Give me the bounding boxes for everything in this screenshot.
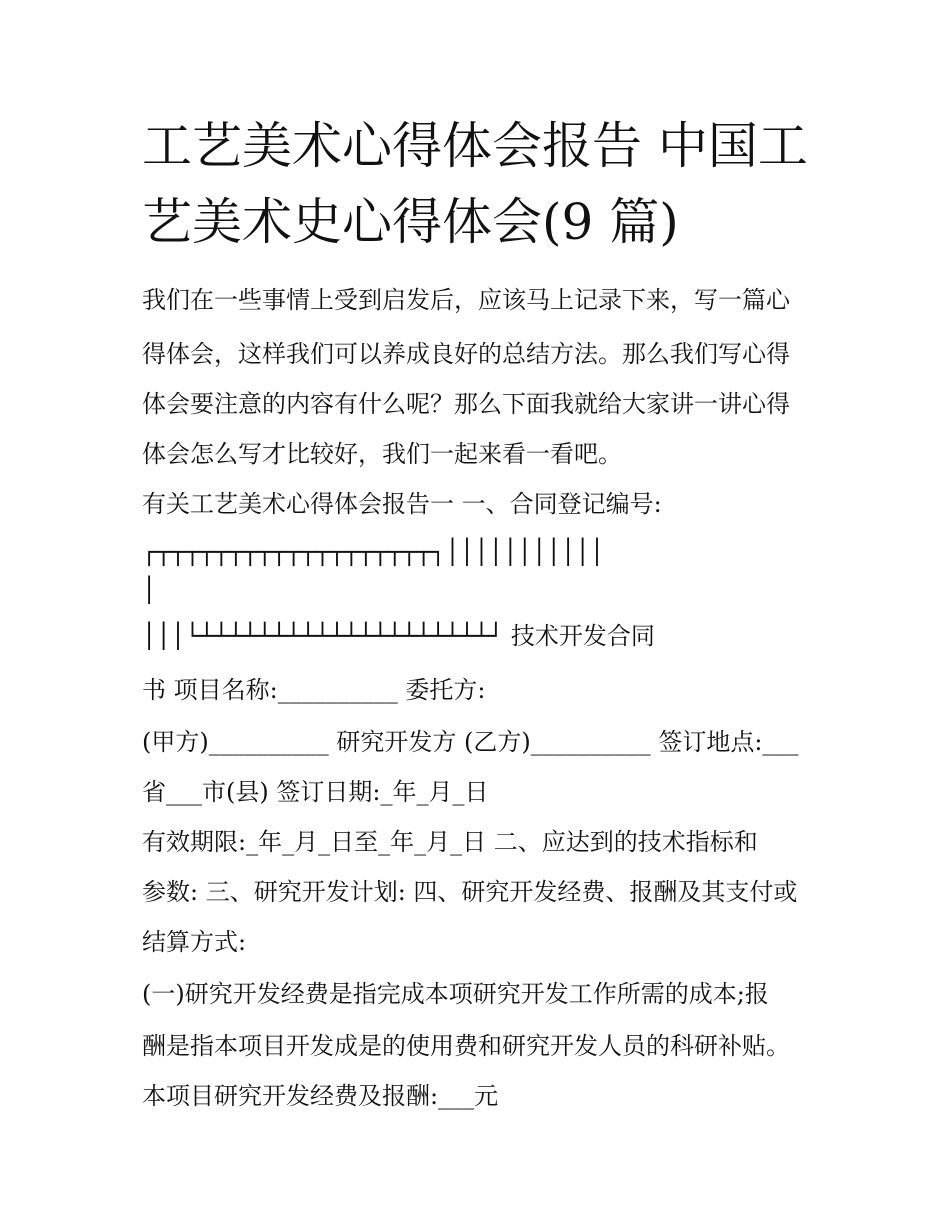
project-name-line: 书 项目名称:__________ 委托方: — [142, 676, 486, 704]
intro-line-2: 得体会，这样我们可以养成良好的总结方法。那么我们写心得 — [142, 340, 790, 368]
fee-definition-line-1: (一)研究开发经费是指完成本项研究开发工作所需的成本;报 — [142, 980, 769, 1008]
plan-fee-line: 参数: 三、研究开发计划: 四、研究开发经费、报酬及其支付或 — [142, 878, 798, 906]
settlement-method-line: 结算方式: — [142, 928, 247, 956]
contract-heading-line: 有关工艺美术心得体会报告一 一、合同登记编号: — [142, 490, 662, 518]
intro-line-3: 体会要注意的内容有什么呢？那么下面我就给大家讲一讲心得 — [142, 390, 790, 418]
fee-definition-line-2: 酬是指本项目开发成是的使用费和研究开发人员的科研补贴。 — [142, 1032, 790, 1060]
document-title-line-1: 工艺美术心得体会报告 中国工 — [142, 117, 808, 175]
registration-box-bottom-line: │││└┴┴┴┴┴┴┴┴┴┴┴┴┴┴┴┴┴┴┴┴┘ 技术开发合同 — [142, 622, 655, 650]
validity-period-line: 有效期限:_年_月_日至_年_月_日 二、应达到的技术指标和 — [142, 828, 758, 856]
intro-line-1: 我们在一些事情上受到启发后，应该马上记录下来，写一篇心 — [142, 286, 790, 314]
registration-box-side-line: │ — [142, 576, 157, 604]
party-line: (甲方)__________ 研究开发方 (乙方)__________ 签订地点:___ — [142, 728, 799, 756]
fee-amount-line: 本项目研究开发经费及报酬:___元 — [142, 1082, 499, 1110]
signing-date-line: 省___市(县) 签订日期:_年_月_日 — [142, 778, 489, 806]
registration-box-top-line: ┌┬┬┬┬┬┬┬┬┬┬┬┬┬┬┬┬┬┬┬┐│││││││││││ — [142, 538, 605, 566]
intro-line-4: 体会怎么写才比较好，我们一起来看一看吧。 — [142, 440, 622, 468]
document-title-line-2: 艺美术史心得体会(9 篇) — [142, 193, 679, 251]
